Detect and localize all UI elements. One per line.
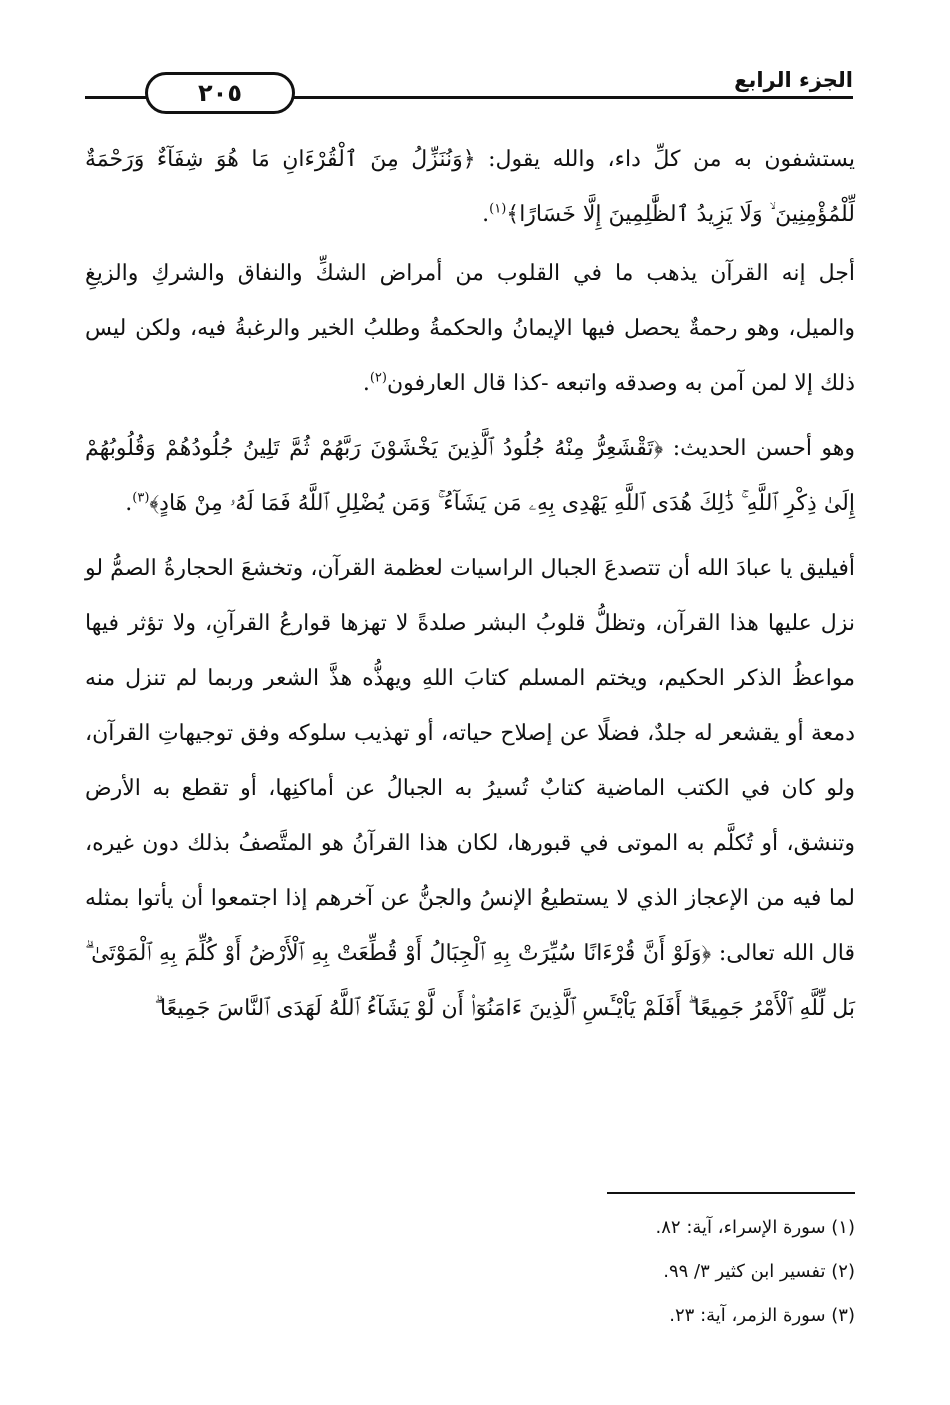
paragraph-end: .: [362, 371, 370, 396]
footnote-ref-1: (١): [489, 201, 507, 217]
quran-verse: ﴿وَلَوْ أَنَّ قُرْءَانًا سُيِّرَتْ بِهِ ٱلْجِبَالُ أَوْ قُطِّعَتْ بِهِ ٱلْأَرْضُ أَوْ كُلِّمَ بِهِ ٱلْمَوْتَىٰ ۗ بَل لِّلَّهِ ٱلْأَمْرُ جَمِيعًا ۗ أَفَلَمْ يَاْيْـَٔسِ ٱلَّذِينَ ءَامَنُوٓا۟ أَن لَّوْ يَشَآءُ ٱللَّهُ لَهَدَى ٱلنَّاسَ جَمِيعًا ۗ: [85, 941, 855, 1021]
footnote-ref-2: (٢): [369, 370, 387, 386]
paragraph-1: [85, 132, 855, 242]
footnote-3: (٣) سورة الزمر، آية: ٢٣.: [669, 1305, 855, 1326]
page-number-badge: ٢٠٥: [145, 72, 295, 114]
paragraph-text: يستشفون به من كلِّ داء، والله يقول:: [475, 147, 856, 172]
paragraph-end: .: [482, 202, 490, 227]
quran-verse: ﴿وَنُنَزِّلُ مِنَ ٱلْقُرْءَانِ مَا هُوَ شِفَآءٌ وَرَحْمَةٌ لِّلْمُؤْمِنِينَ ۙ وَلَا يَزِيدُ ٱلظَّٰلِمِينَ إِلَّا خَسَارًا﴾: [85, 147, 855, 227]
paragraph-text: أفيليق يا عبادَ الله أن تتصدعَ الجبال الراسيات لعظمة القرآن، وتخشعَ الحجارةُ الصمُّ لو نزل عليها هذا القرآن، وتظلُّ قلوبُ البشر صلدةً لا تهزها قوارعُ القرآنِ، ولا تؤثر فيها مواعظُ الذكر الحكيم، ويختم المسلم كتابَ اللهِ ويهذُّه هذَّ الشعر وربما لم تنزل منه دمعة أو يقشعر له جلدٌ، فضلًا عن إصلاح حياته، أو تهذيب سلوكه وفق توجيهاتِ القرآن، ولو كان في الكتب الماضية كتابٌ تُسيرُ به الجبالُ عن أماكنِها، أو تقطع به الأرض وتنشق، أو تُكلَّم به الموتى في قبورها، لكان هذا القرآنُ هو المتَّصفُ بذلك دون غيره، لما فيه من الإعجاز الذي لا يستطيعُ الإنسُ والجنُّ عن آخرهم إذا اجتمعوا أن يأتوا بمثله قال الله تعالى:: [85, 556, 856, 966]
page-header: [85, 66, 853, 106]
paragraph-4: [85, 541, 855, 1036]
footnotes: [255, 1206, 855, 1338]
quran-verse: ﴿تَقْشَعِرُّ مِنْهُ جُلُودُ ٱلَّذِينَ يَخْشَوْنَ رَبَّهُمْ ثُمَّ تَلِينُ جُلُودُهُمْ وَقُلُوبُهُمْ إِلَىٰ ذِكْرِ ٱللَّهِ ۚ ذَٰلِكَ هُدَى ٱللَّهِ يَهْدِى بِهِۦ مَن يَشَآءُ ۚ وَمَن يُضْلِلِ ٱللَّهُ فَمَا لَهُۥ مِنْ هَادٍ﴾: [85, 436, 855, 516]
paragraph-text: وهو أحسن الحديث:: [663, 436, 855, 461]
paragraph-3: [85, 421, 855, 531]
footnote-2: (٢) تفسير ابن كثير ٣/ ٩٩.: [663, 1261, 855, 1282]
paragraph-2: [85, 246, 855, 411]
footnote-ref-3: (٣): [132, 490, 150, 506]
paragraph-text: أجل إنه القرآن يذهب ما في القلوب من أمراض الشكِّ والنفاق والشركِ والزيغِ والميل، وهو رحمةٌ يحصل فيها الإيمانُ والحكمةُ وطلبُ الخير والرغبةُ فيه، ولكن ليس ذلك إلا لمن آمن به وصدقه واتبعه -كذا قال العارفون: [85, 261, 855, 396]
footnote-1: (١) سورة الإسراء، آية: ٨٢.: [655, 1217, 855, 1238]
main-text: [85, 132, 855, 1046]
footnote-separator: [607, 1192, 855, 1194]
paragraph-end: .: [125, 491, 133, 516]
running-head: الجزء الرابع: [734, 68, 853, 92]
